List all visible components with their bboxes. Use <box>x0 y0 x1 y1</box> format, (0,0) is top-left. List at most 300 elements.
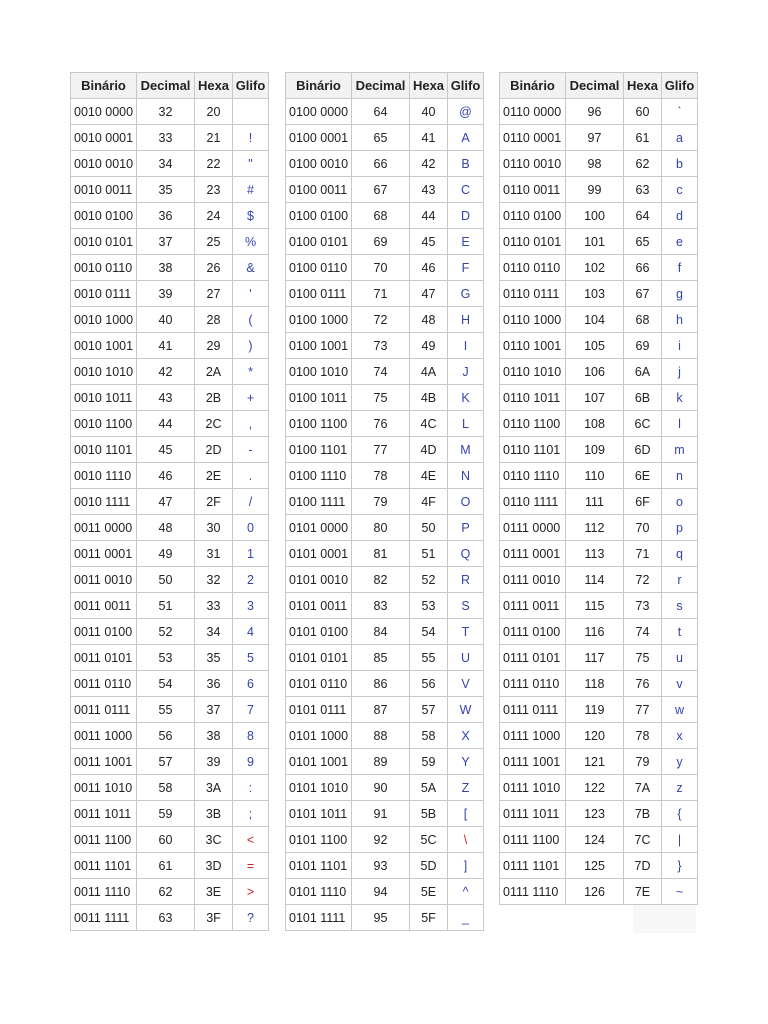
glyph-cell: x <box>662 723 698 749</box>
table-row <box>286 411 484 437</box>
glyph-cell: Y <box>448 749 484 775</box>
table-row <box>500 697 698 723</box>
glyph-cell: j <box>662 359 698 385</box>
hex-cell: 43 <box>410 177 448 203</box>
glyph-cell: / <box>233 489 269 515</box>
table-row <box>500 827 698 853</box>
table-row <box>500 229 698 255</box>
hex-cell: 21 <box>195 125 233 151</box>
hex-cell: 6F <box>624 489 662 515</box>
table-row <box>500 281 698 307</box>
table-row <box>500 541 698 567</box>
hex-cell: 3F <box>195 905 233 931</box>
hex-cell: 48 <box>410 307 448 333</box>
glyph-cell: - <box>233 437 269 463</box>
ascii-table-3 <box>499 72 698 905</box>
hex-cell: 66 <box>624 255 662 281</box>
decimal-cell: 112 <box>566 515 624 541</box>
glyph-cell: N <box>448 463 484 489</box>
table-row <box>71 151 269 177</box>
decimal-cell: 98 <box>566 151 624 177</box>
hex-cell: 56 <box>410 671 448 697</box>
glyph-cell: X <box>448 723 484 749</box>
table-row <box>286 619 484 645</box>
decimal-cell: 56 <box>137 723 195 749</box>
hex-cell: 27 <box>195 281 233 307</box>
glyph-cell: l <box>662 411 698 437</box>
decimal-cell: 55 <box>137 697 195 723</box>
binary-cell: 0110 1011 <box>500 385 566 411</box>
glyph-cell: U <box>448 645 484 671</box>
hex-cell: 57 <box>410 697 448 723</box>
glyph-cell: @ <box>448 99 484 125</box>
binary-cell: 0101 0011 <box>286 593 352 619</box>
table-row <box>286 125 484 151</box>
binary-cell: 0101 1110 <box>286 879 352 905</box>
glyph-cell: G <box>448 281 484 307</box>
table-row <box>500 567 698 593</box>
hex-cell: 3A <box>195 775 233 801</box>
table-row <box>286 229 484 255</box>
table-row <box>500 125 698 151</box>
hex-cell: 7D <box>624 853 662 879</box>
hex-cell: 3C <box>195 827 233 853</box>
header-glyph: Glifo <box>662 73 698 99</box>
glyph-cell: , <box>233 411 269 437</box>
hex-cell: 5D <box>410 853 448 879</box>
binary-cell: 0101 0000 <box>286 515 352 541</box>
glyph-cell: h <box>662 307 698 333</box>
binary-cell: 0101 0110 <box>286 671 352 697</box>
table-row <box>286 203 484 229</box>
glyph-cell: # <box>233 177 269 203</box>
decimal-cell: 96 <box>566 99 624 125</box>
table-row <box>71 489 269 515</box>
glyph-cell: ~ <box>662 879 698 905</box>
glyph-cell: 8 <box>233 723 269 749</box>
glyph-cell: R <box>448 567 484 593</box>
glyph-cell: t <box>662 619 698 645</box>
glyph-cell: M <box>448 437 484 463</box>
table-row <box>286 177 484 203</box>
hex-cell: 4B <box>410 385 448 411</box>
glyph-cell: . <box>233 463 269 489</box>
decimal-cell: 125 <box>566 853 624 879</box>
table-row <box>500 177 698 203</box>
binary-cell: 0110 1001 <box>500 333 566 359</box>
binary-cell: 0010 1110 <box>71 463 137 489</box>
glyph-cell: y <box>662 749 698 775</box>
glyph-cell: u <box>662 645 698 671</box>
glyph-cell: A <box>448 125 484 151</box>
hex-cell: 4C <box>410 411 448 437</box>
decimal-cell: 41 <box>137 333 195 359</box>
table-row <box>71 281 269 307</box>
binary-cell: 0110 1000 <box>500 307 566 333</box>
hex-cell: 4F <box>410 489 448 515</box>
table-row <box>71 567 269 593</box>
hex-cell: 78 <box>624 723 662 749</box>
glyph-cell: r <box>662 567 698 593</box>
binary-cell: 0010 1001 <box>71 333 137 359</box>
glyph-cell: v <box>662 671 698 697</box>
hex-cell: 25 <box>195 229 233 255</box>
table-row <box>71 645 269 671</box>
glyph-cell: $ <box>233 203 269 229</box>
decimal-cell: 62 <box>137 879 195 905</box>
table-row <box>71 411 269 437</box>
binary-cell: 0111 0011 <box>500 593 566 619</box>
glyph-cell: * <box>233 359 269 385</box>
glyph-cell: g <box>662 281 698 307</box>
table-row <box>71 359 269 385</box>
decimal-cell: 53 <box>137 645 195 671</box>
hex-cell: 23 <box>195 177 233 203</box>
decimal-cell: 111 <box>566 489 624 515</box>
glyph-cell: k <box>662 385 698 411</box>
glyph-cell: z <box>662 775 698 801</box>
binary-cell: 0011 1101 <box>71 853 137 879</box>
hex-cell: 6D <box>624 437 662 463</box>
binary-cell: 0100 0001 <box>286 125 352 151</box>
decimal-cell: 118 <box>566 671 624 697</box>
decimal-cell: 91 <box>352 801 410 827</box>
binary-cell: 0110 0111 <box>500 281 566 307</box>
decimal-cell: 45 <box>137 437 195 463</box>
table-row <box>71 307 269 333</box>
hex-cell: 42 <box>410 151 448 177</box>
table-row <box>286 151 484 177</box>
binary-cell: 0101 1101 <box>286 853 352 879</box>
decimal-cell: 40 <box>137 307 195 333</box>
table-row <box>286 437 484 463</box>
table-row <box>286 255 484 281</box>
table-row <box>71 697 269 723</box>
hex-cell: 50 <box>410 515 448 541</box>
binary-cell: 0110 1101 <box>500 437 566 463</box>
table-row <box>500 853 698 879</box>
decimal-cell: 44 <box>137 411 195 437</box>
glyph-cell: } <box>662 853 698 879</box>
binary-cell: 0110 0110 <box>500 255 566 281</box>
table-row <box>500 463 698 489</box>
hex-cell: 55 <box>410 645 448 671</box>
binary-cell: 0011 0111 <box>71 697 137 723</box>
table-row <box>71 125 269 151</box>
table-row <box>286 593 484 619</box>
table-row <box>286 99 484 125</box>
glyph-cell: ^ <box>448 879 484 905</box>
glyph-cell: ] <box>448 853 484 879</box>
header-glyph: Glifo <box>233 73 269 99</box>
glyph-cell: \ <box>448 827 484 853</box>
glyph-cell: b <box>662 151 698 177</box>
hex-cell: 35 <box>195 645 233 671</box>
binary-cell: 0011 0110 <box>71 671 137 697</box>
decimal-cell: 32 <box>137 99 195 125</box>
table-row <box>500 671 698 697</box>
hex-cell: 2D <box>195 437 233 463</box>
hex-cell: 32 <box>195 567 233 593</box>
binary-cell: 0011 0011 <box>71 593 137 619</box>
decimal-cell: 74 <box>352 359 410 385</box>
hex-cell: 67 <box>624 281 662 307</box>
decimal-cell: 102 <box>566 255 624 281</box>
decimal-cell: 97 <box>566 125 624 151</box>
table-row <box>500 515 698 541</box>
hex-cell: 65 <box>624 229 662 255</box>
decimal-cell: 80 <box>352 515 410 541</box>
table-row <box>71 203 269 229</box>
binary-cell: 0110 0010 <box>500 151 566 177</box>
decimal-cell: 120 <box>566 723 624 749</box>
glyph-cell: { <box>662 801 698 827</box>
glyph-cell: w <box>662 697 698 723</box>
binary-cell: 0111 0010 <box>500 567 566 593</box>
decimal-cell: 57 <box>137 749 195 775</box>
binary-cell: 0111 0100 <box>500 619 566 645</box>
decimal-cell: 35 <box>137 177 195 203</box>
decimal-cell: 67 <box>352 177 410 203</box>
glyph-cell: p <box>662 515 698 541</box>
glyph-cell: m <box>662 437 698 463</box>
hex-cell: 63 <box>624 177 662 203</box>
decimal-cell: 78 <box>352 463 410 489</box>
table-row <box>71 671 269 697</box>
binary-cell: 0110 0000 <box>500 99 566 125</box>
glyph-cell: V <box>448 671 484 697</box>
binary-cell: 0010 0110 <box>71 255 137 281</box>
decimal-cell: 72 <box>352 307 410 333</box>
hex-cell: 39 <box>195 749 233 775</box>
hex-cell: 45 <box>410 229 448 255</box>
glyph-cell: e <box>662 229 698 255</box>
hex-cell: 38 <box>195 723 233 749</box>
decimal-cell: 77 <box>352 437 410 463</box>
hex-cell: 52 <box>410 567 448 593</box>
binary-cell: 0010 1000 <box>71 307 137 333</box>
glyph-cell: ; <box>233 801 269 827</box>
hex-cell: 4E <box>410 463 448 489</box>
table-row <box>71 99 269 125</box>
binary-cell: 0101 1011 <box>286 801 352 827</box>
binary-cell: 0111 0110 <box>500 671 566 697</box>
binary-cell: 0100 0010 <box>286 151 352 177</box>
decimal-cell: 104 <box>566 307 624 333</box>
binary-cell: 0011 1100 <box>71 827 137 853</box>
header-binary: Binário <box>286 73 352 99</box>
decimal-cell: 43 <box>137 385 195 411</box>
decimal-cell: 70 <box>352 255 410 281</box>
glyph-cell: 1 <box>233 541 269 567</box>
glyph-cell: K <box>448 385 484 411</box>
table-row <box>286 905 484 931</box>
table-row <box>71 255 269 281</box>
binary-cell: 0011 0010 <box>71 567 137 593</box>
binary-cell: 0011 0001 <box>71 541 137 567</box>
decimal-cell: 84 <box>352 619 410 645</box>
binary-cell: 0110 0101 <box>500 229 566 255</box>
table-row <box>286 801 484 827</box>
hex-cell: 26 <box>195 255 233 281</box>
decimal-cell: 94 <box>352 879 410 905</box>
hex-cell: 3B <box>195 801 233 827</box>
glyph-cell: q <box>662 541 698 567</box>
decimal-cell: 115 <box>566 593 624 619</box>
glyph-cell: i <box>662 333 698 359</box>
hex-cell: 6B <box>624 385 662 411</box>
table-row <box>286 359 484 385</box>
decimal-cell: 75 <box>352 385 410 411</box>
hex-cell: 7B <box>624 801 662 827</box>
hex-cell: 46 <box>410 255 448 281</box>
hex-cell: 24 <box>195 203 233 229</box>
decimal-cell: 106 <box>566 359 624 385</box>
decimal-cell: 52 <box>137 619 195 645</box>
hex-cell: 76 <box>624 671 662 697</box>
header-decimal: Decimal <box>352 73 410 99</box>
glyph-cell <box>233 99 269 125</box>
decimal-cell: 50 <box>137 567 195 593</box>
binary-cell: 0101 0010 <box>286 567 352 593</box>
table-row <box>500 775 698 801</box>
binary-cell: 0100 0100 <box>286 203 352 229</box>
glyph-cell: I <box>448 333 484 359</box>
header-binary: Binário <box>71 73 137 99</box>
binary-cell: 0010 1010 <box>71 359 137 385</box>
decimal-cell: 113 <box>566 541 624 567</box>
binary-cell: 0110 1010 <box>500 359 566 385</box>
table-row <box>500 307 698 333</box>
decimal-cell: 92 <box>352 827 410 853</box>
binary-cell: 0011 1111 <box>71 905 137 931</box>
decimal-cell: 38 <box>137 255 195 281</box>
table-row <box>500 203 698 229</box>
decimal-cell: 79 <box>352 489 410 515</box>
glyph-cell: ` <box>662 99 698 125</box>
header-hex: Hexa <box>624 73 662 99</box>
hex-cell: 51 <box>410 541 448 567</box>
glyph-cell: c <box>662 177 698 203</box>
hex-cell: 33 <box>195 593 233 619</box>
table-row <box>286 541 484 567</box>
decimal-cell: 68 <box>352 203 410 229</box>
glyph-cell: T <box>448 619 484 645</box>
hex-cell: 49 <box>410 333 448 359</box>
decimal-cell: 51 <box>137 593 195 619</box>
binary-cell: 0100 1111 <box>286 489 352 515</box>
table-row <box>286 645 484 671</box>
glyph-cell: d <box>662 203 698 229</box>
hex-cell: 5F <box>410 905 448 931</box>
glyph-cell: : <box>233 775 269 801</box>
table-row <box>71 463 269 489</box>
header-hex: Hexa <box>410 73 448 99</box>
hex-cell: 7E <box>624 879 662 905</box>
binary-cell: 0101 1001 <box>286 749 352 775</box>
hex-cell: 68 <box>624 307 662 333</box>
decimal-cell: 105 <box>566 333 624 359</box>
binary-cell: 0010 0011 <box>71 177 137 203</box>
decimal-cell: 100 <box>566 203 624 229</box>
table-row <box>286 827 484 853</box>
binary-cell: 0110 0001 <box>500 125 566 151</box>
binary-cell: 0100 1011 <box>286 385 352 411</box>
binary-cell: 0111 1001 <box>500 749 566 775</box>
binary-cell: 0101 0101 <box>286 645 352 671</box>
table-row <box>71 385 269 411</box>
glyph-cell: ( <box>233 307 269 333</box>
hex-cell: 59 <box>410 749 448 775</box>
hex-cell: 40 <box>410 99 448 125</box>
glyph-cell: B <box>448 151 484 177</box>
hex-cell: 2B <box>195 385 233 411</box>
binary-cell: 0010 1011 <box>71 385 137 411</box>
table-row <box>71 541 269 567</box>
binary-cell: 0101 1000 <box>286 723 352 749</box>
glyph-cell: | <box>662 827 698 853</box>
decimal-cell: 76 <box>352 411 410 437</box>
hex-cell: 47 <box>410 281 448 307</box>
hex-cell: 69 <box>624 333 662 359</box>
hex-cell: 58 <box>410 723 448 749</box>
hex-cell: 2E <box>195 463 233 489</box>
hex-cell: 5A <box>410 775 448 801</box>
hex-cell: 61 <box>624 125 662 151</box>
decimal-cell: 90 <box>352 775 410 801</box>
ascii-table-2 <box>285 72 484 931</box>
glyph-cell: [ <box>448 801 484 827</box>
decimal-cell: 71 <box>352 281 410 307</box>
glyph-cell: 2 <box>233 567 269 593</box>
ascii-table-1 <box>70 72 269 931</box>
glyph-cell: 3 <box>233 593 269 619</box>
hex-cell: 4D <box>410 437 448 463</box>
decimal-cell: 64 <box>352 99 410 125</box>
hex-cell: 54 <box>410 619 448 645</box>
glyph-cell: 6 <box>233 671 269 697</box>
glyph-cell: S <box>448 593 484 619</box>
decimal-cell: 114 <box>566 567 624 593</box>
hex-cell: 64 <box>624 203 662 229</box>
decimal-cell: 61 <box>137 853 195 879</box>
binary-cell: 0010 1111 <box>71 489 137 515</box>
decimal-cell: 82 <box>352 567 410 593</box>
hex-cell: 72 <box>624 567 662 593</box>
binary-cell: 0111 1100 <box>500 827 566 853</box>
glyph-cell: W <box>448 697 484 723</box>
table-header-row <box>71 73 269 99</box>
hex-cell: 5B <box>410 801 448 827</box>
table-row <box>286 697 484 723</box>
binary-cell: 0101 1100 <box>286 827 352 853</box>
glyph-cell: < <box>233 827 269 853</box>
glyph-cell: 5 <box>233 645 269 671</box>
decimal-cell: 58 <box>137 775 195 801</box>
decimal-cell: 107 <box>566 385 624 411</box>
decimal-cell: 116 <box>566 619 624 645</box>
decimal-cell: 46 <box>137 463 195 489</box>
hex-cell: 34 <box>195 619 233 645</box>
table-row <box>500 255 698 281</box>
header-binary: Binário <box>500 73 566 99</box>
decimal-cell: 66 <box>352 151 410 177</box>
header-glyph: Glifo <box>448 73 484 99</box>
hex-cell: 74 <box>624 619 662 645</box>
decimal-cell: 99 <box>566 177 624 203</box>
decimal-cell: 49 <box>137 541 195 567</box>
binary-cell: 0011 0000 <box>71 515 137 541</box>
